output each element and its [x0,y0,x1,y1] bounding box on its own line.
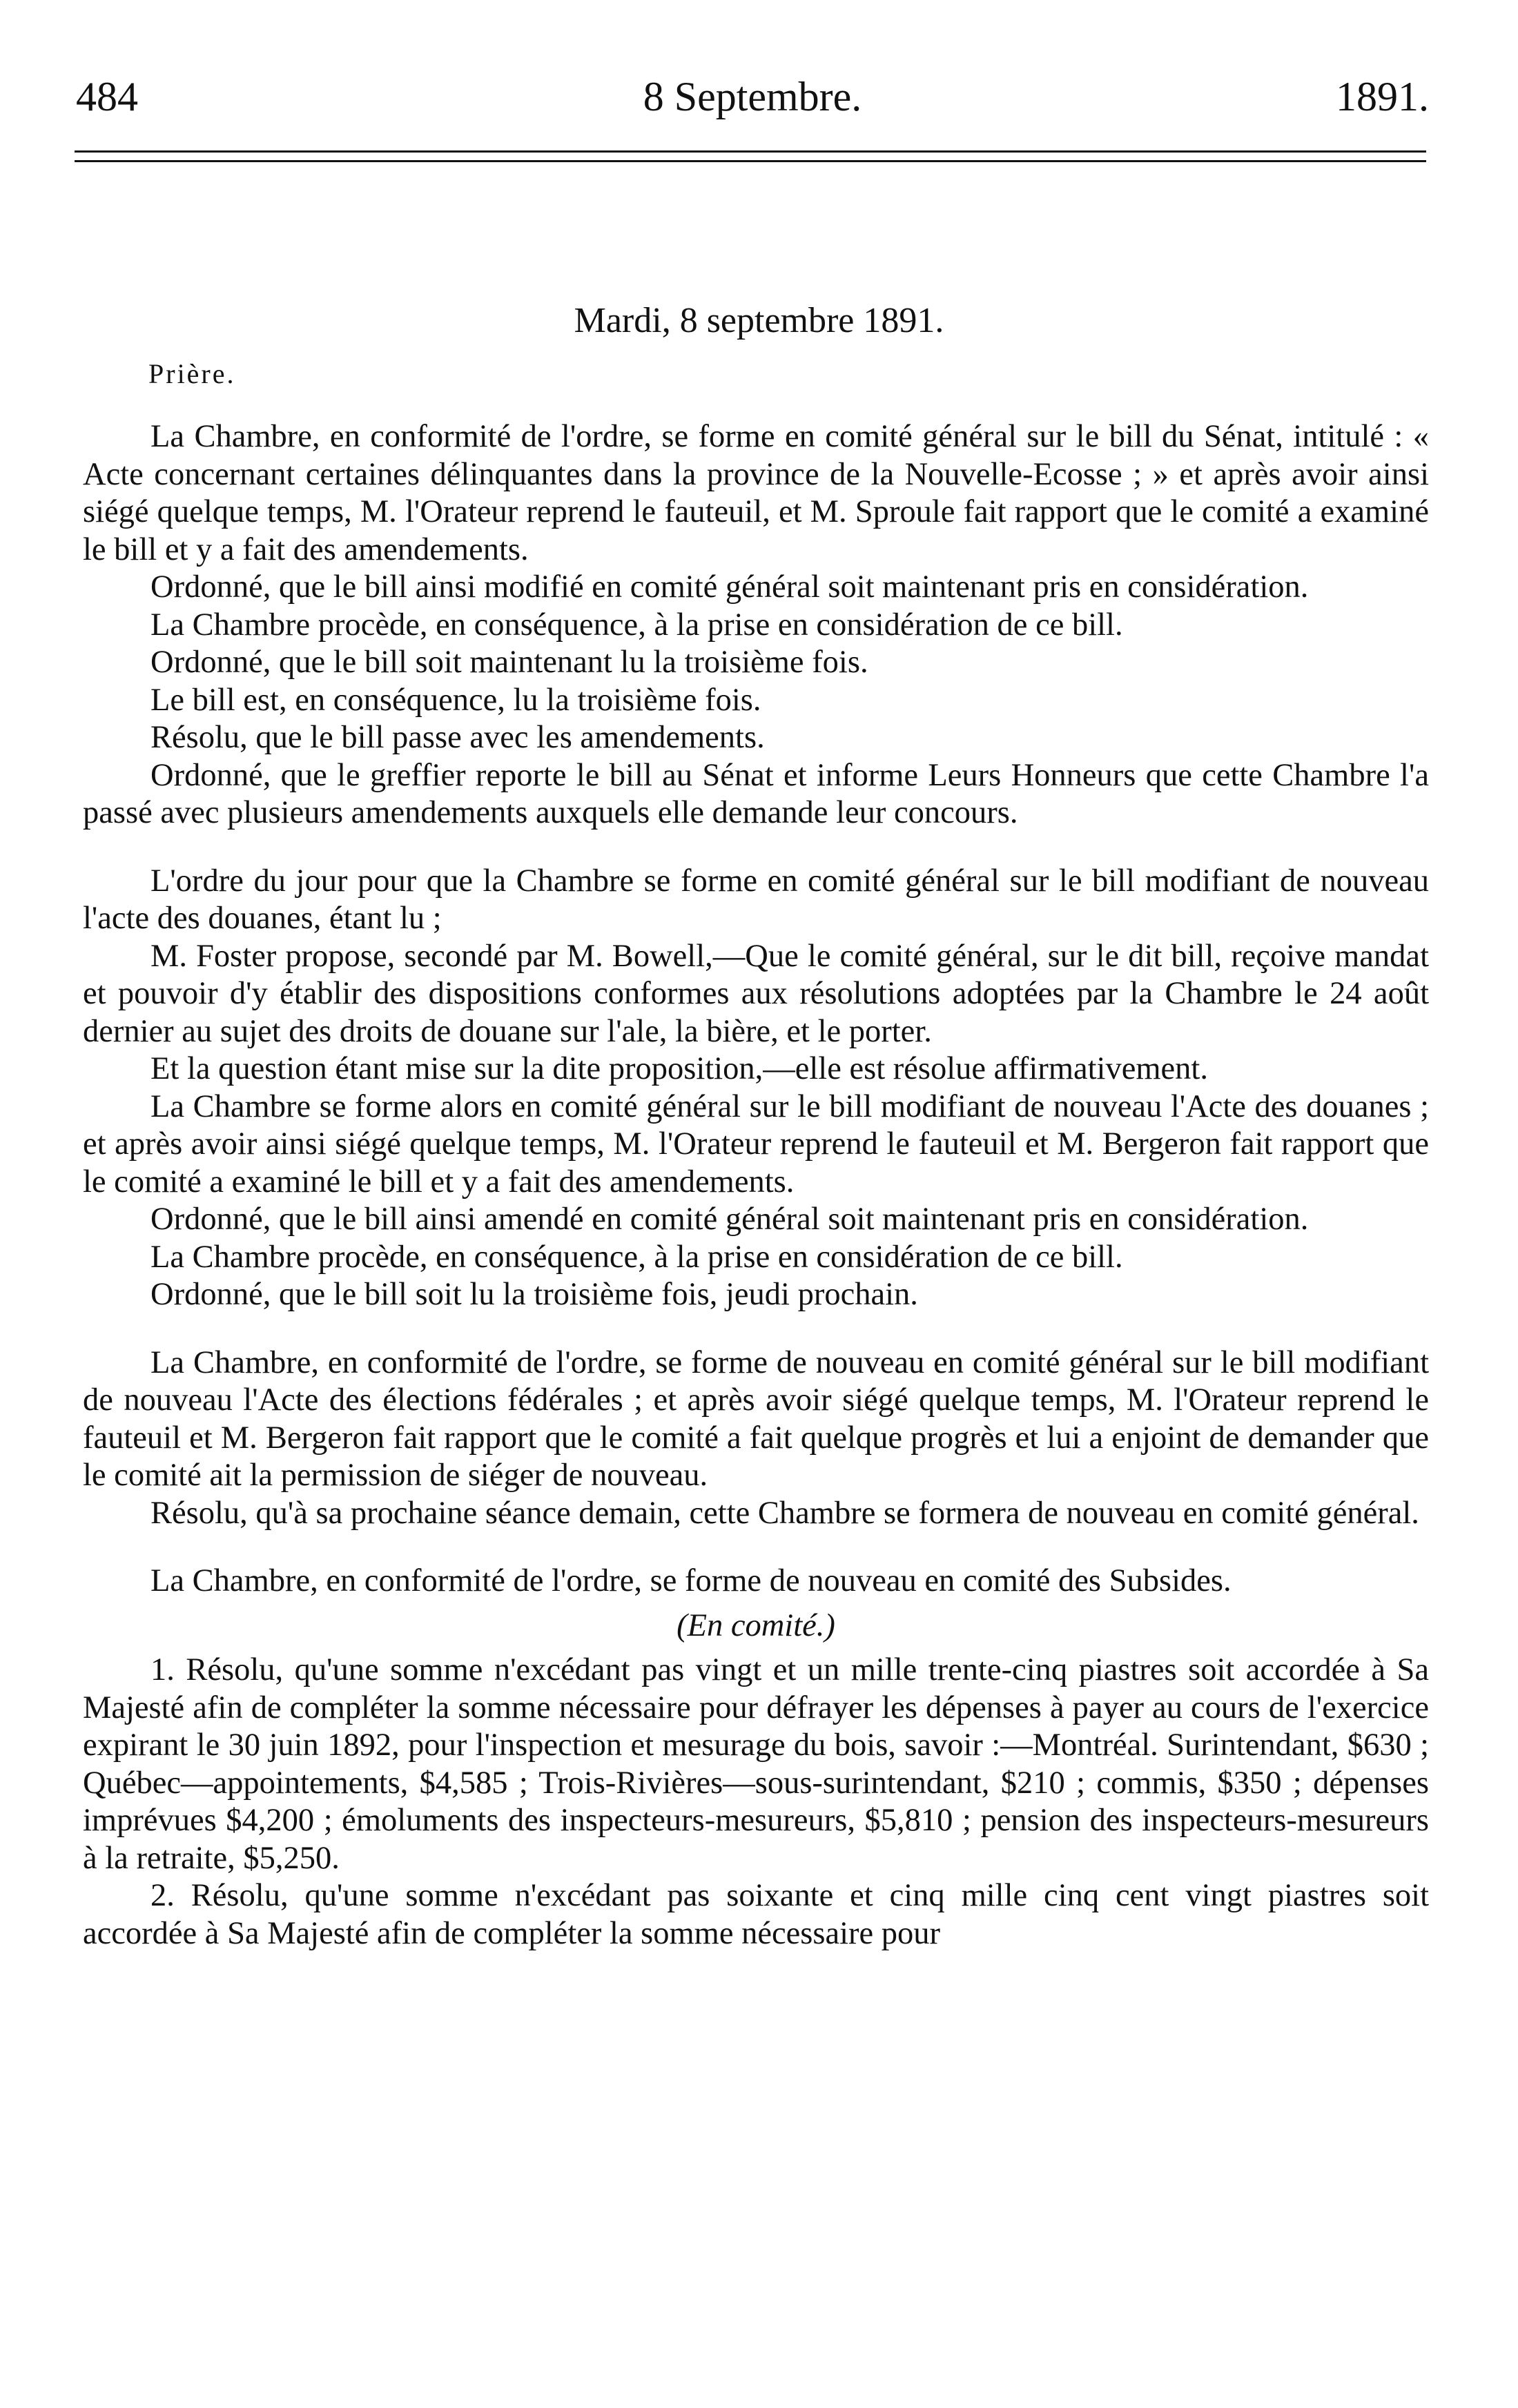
paragraph-ordered-consideration: Ordonné, que le bill ainsi modifié en comité général soit maintenant pris en considération. [150,569,1309,605]
paragraph-ordered-third-reading: Ordonné, que le bill soit maintenant lu la troisième fois. [150,645,868,680]
paragraph-consideration-2: La Chambre procède, en conséquence, à la prise en considération de ce bill. [150,1239,1123,1275]
resolution-1: 1. Résolu, qu'une somme n'excédant pas vingt et un mille trente-cinq piastres soit accordée à Sa Majesté afin de compléter la somme nécessaire pour défrayer les dépenses à payer au cours de l'exercice expirant le 30 juin 1892, pour l'inspection et mesurage du bois, savoir :—Montréal. Surintendant, $630 ; Québec—appointements, $4,585 ; Trois-Rivières—sous-surintendant, $210 ; commis, $350 ; dépenses imprévues $4,200 ; émoluments des inspecteurs-mesureurs, $5,810 ; pension des inspecteurs-mesureurs à la retraite, $5,250. [83,1652,1429,1876]
running-title: 8 Septembre. [643,74,862,119]
header-rule-bottom [75,160,1426,162]
page-number: 484 [76,74,138,119]
sitting-date: Mardi, 8 septembre 1891. [574,301,944,340]
en-comite-heading: (En comité.) [677,1607,835,1643]
paragraph-order-of-day: L'ordre du jour pour que la Chambre se forme en comité général sur le bill modifiant de nouveau l'acte des douanes, étant lu ; [83,863,1429,936]
paragraph-third-reading: Le bill est, en conséquence, lu la troisième fois. [150,682,761,718]
header-year: 1891. [1336,74,1429,119]
paragraph-elections-bill: La Chambre, en conformité de l'ordre, se forme de nouveau en comité général sur le bill modifiant de nouveau l'Acte des élections fédérales ; et après avoir siégé quelque temps, M. l'Orateur reprend le fauteuil et M. Bergeron fait rapport que le comité a fait quelque progrès et lui a enjoint de demander que le comité ait la permission de siéger de nouveau. [83,1344,1429,1493]
paragraph-customs-committee: La Chambre se forme alors en comité général sur le bill modifiant de nouveau l'Acte des douanes ; et après avoir ainsi siégé quelque temps, M. l'Orateur reprend le fauteuil et M. Bergeron fait rapport que le comité a examiné le bill et y a fait des amendements. [83,1088,1429,1200]
page-header [76,69,1429,124]
paragraph-senate-bill: La Chambre, en conformité de l'ordre, se forme en comité général sur le bill du Sénat, intitulé : « Acte concernant certaines délinquantes dans la province de la Nouvelle-Ecosse ; » et après avoir ainsi siégé quelque temps, M. l'Orateur reprend le fauteuil, et M. Sproule fait rapport que le comité a examiné le bill et y a fait des amendements. [83,419,1429,567]
paragraph-resolved-pass: Résolu, que le bill passe avec les amendements. [150,720,765,755]
paragraph-clerk-report: Ordonné, que le greffier reporte le bill au Sénat et informe Leurs Honneurs que cette Chambre l'a passé avec plusieurs amendements auxquels elle demande leur concours. [83,757,1429,830]
paragraph-consideration: La Chambre procède, en conséquence, à la prise en considération de ce bill. [150,607,1123,643]
priere-heading: Prière. [148,358,236,389]
header-rule-top [75,150,1426,153]
paragraph-resolved-next-sitting: Résolu, qu'à sa prochaine séance demain, cette Chambre se formera de nouveau en comité général. [150,1495,1419,1531]
paragraph-question-resolved: Et la question étant mise sur la dite proposition,—elle est résolue affirmativement. [150,1051,1208,1086]
paragraph-third-reading-thursday: Ordonné, que le bill soit lu la troisième fois, jeudi prochain. [150,1277,918,1312]
resolution-2: 2. Résolu, qu'une somme n'excédant pas soixante et cinq mille cinq cent vingt piastres soit accordée à Sa Majesté afin de compléter la somme nécessaire pour [83,1878,1429,1951]
paragraph-foster-motion: M. Foster propose, secondé par M. Bowell,—Que le comité général, sur le dit bill, reçoive mandat et pouvoir d'y établir des dispositions conformes aux résolutions adoptées par la Chambre le 24 août dernier au sujet des droits de douane sur l'ale, la bière, et le porter. [83,938,1429,1049]
journal-body [83,418,1429,1952]
paragraph-supply-committee: La Chambre, en conformité de l'ordre, se forme de nouveau en comité des Subsides. [150,1563,1232,1598]
paragraph-ordered-amended: Ordonné, que le bill ainsi amendé en comité général soit maintenant pris en considération. [150,1202,1309,1237]
